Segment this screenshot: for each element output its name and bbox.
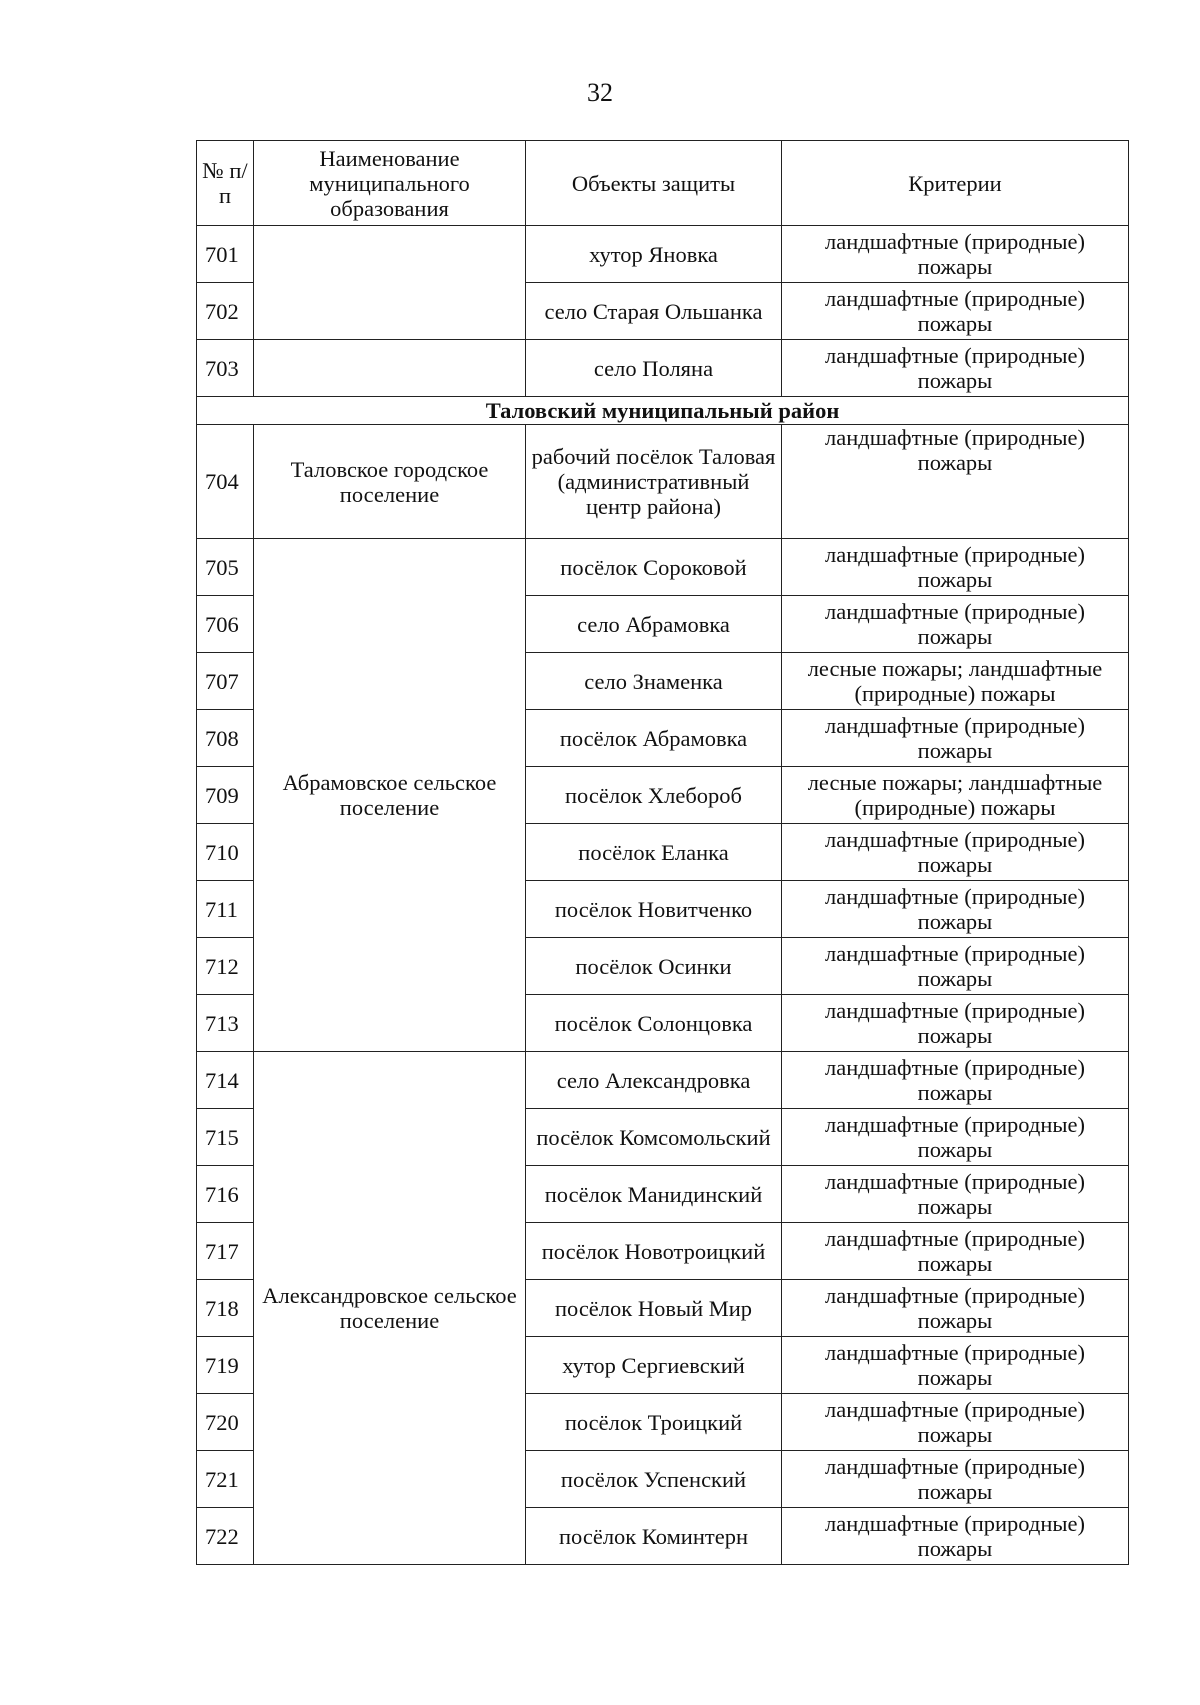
row-municipality: Александровское сельское поселение [254, 1052, 526, 1565]
row-object: село Знаменка [526, 653, 782, 710]
row-criteria: ландшафтные (природные) пожары [782, 1223, 1129, 1280]
row-num: 718 [197, 1280, 254, 1337]
row-object: посёлок Коминтерн [526, 1508, 782, 1565]
row-object: посёлок Абрамовка [526, 710, 782, 767]
district-heading: Таловский муниципальный район [197, 397, 1129, 425]
row-criteria: ландшафтные (природные) пожары [782, 1280, 1129, 1337]
row-object: посёлок Новый Мир [526, 1280, 782, 1337]
row-criteria: ландшафтные (природные) пожары [782, 710, 1129, 767]
row-num: 713 [197, 995, 254, 1052]
row-object: посёлок Хлебороб [526, 767, 782, 824]
row-num: 719 [197, 1337, 254, 1394]
row-num: 722 [197, 1508, 254, 1565]
row-num: 716 [197, 1166, 254, 1223]
row-criteria: ландшафтные (природные) пожары [782, 539, 1129, 596]
row-object: посёлок Комсомольский [526, 1109, 782, 1166]
header-criteria: Критерии [782, 141, 1129, 226]
row-num: 715 [197, 1109, 254, 1166]
row-object: посёлок Еланка [526, 824, 782, 881]
row-criteria: ландшафтные (природные) пожары [782, 226, 1129, 283]
page-number: 32 [587, 78, 613, 107]
row-object: посёлок Осинки [526, 938, 782, 995]
row-object: посёлок Манидинский [526, 1166, 782, 1223]
table-row [197, 425, 1129, 539]
row-num: 705 [197, 539, 254, 596]
row-object: посёлок Успенский [526, 1451, 782, 1508]
row-num: 708 [197, 710, 254, 767]
row-num: 712 [197, 938, 254, 995]
protection-objects-table [196, 140, 1129, 1565]
row-num: 714 [197, 1052, 254, 1109]
row-object: село Поляна [526, 340, 782, 397]
row-object: посёлок Сороковой [526, 539, 782, 596]
row-object: посёлок Троицкий [526, 1394, 782, 1451]
row-criteria: ландшафтные (природные) пожары [782, 824, 1129, 881]
row-municipality-empty [254, 340, 526, 397]
row-num: 704 [197, 425, 254, 539]
row-criteria: ландшафтные (природные) пожары [782, 938, 1129, 995]
row-object: село Абрамовка [526, 596, 782, 653]
table-row [197, 539, 1129, 596]
district-row [197, 397, 1129, 425]
row-num: 711 [197, 881, 254, 938]
row-num: 702 [197, 283, 254, 340]
row-object: хутор Яновка [526, 226, 782, 283]
row-criteria: лесные пожары; ландшафтные (природные) пожары [782, 653, 1129, 710]
table-row [197, 340, 1129, 397]
header-num: № п/п [197, 141, 254, 226]
header-objects: Объекты защиты [526, 141, 782, 226]
row-criteria: ландшафтные (природные) пожары [782, 1052, 1129, 1109]
row-municipality: Абрамовское сельское поселение [254, 539, 526, 1052]
row-criteria: ландшафтные (природные) пожары [782, 1451, 1129, 1508]
row-num: 717 [197, 1223, 254, 1280]
table-header-row [197, 141, 1129, 226]
row-object: село Александровка [526, 1052, 782, 1109]
row-num: 707 [197, 653, 254, 710]
row-criteria: ландшафтные (природные) пожары [782, 1394, 1129, 1451]
table-row [197, 1052, 1129, 1109]
row-num: 720 [197, 1394, 254, 1451]
row-criteria: ландшафтные (природные) пожары [782, 596, 1129, 653]
row-object: село Старая Ольшанка [526, 283, 782, 340]
row-criteria: ландшафтные (природные) пожары [782, 995, 1129, 1052]
row-criteria: ландшафтные (природные) пожары [782, 1166, 1129, 1223]
row-num: 709 [197, 767, 254, 824]
row-num: 701 [197, 226, 254, 283]
row-criteria: ландшафтные (природные) пожары [782, 881, 1129, 938]
row-criteria: ландшафтные (природные) пожары [782, 1508, 1129, 1565]
row-criteria: ландшафтные (природные) пожары [782, 1337, 1129, 1394]
row-object: рабочий посёлок Таловая (административный центр района) [526, 425, 782, 539]
row-criteria: ландшафтные (природные) пожары [782, 283, 1129, 340]
table-row [197, 226, 1129, 283]
row-criteria: ландшафтные (природные) пожары [782, 340, 1129, 397]
row-object: посёлок Новитченко [526, 881, 782, 938]
row-criteria: ландшафтные (природные) пожары [782, 425, 1129, 539]
row-object: хутор Сергиевский [526, 1337, 782, 1394]
row-num: 721 [197, 1451, 254, 1508]
row-num: 703 [197, 340, 254, 397]
row-num: 706 [197, 596, 254, 653]
row-criteria: ландшафтные (природные) пожары [782, 1109, 1129, 1166]
row-num: 710 [197, 824, 254, 881]
row-municipality-empty [254, 226, 526, 340]
row-municipality: Таловское городское поселение [254, 425, 526, 539]
header-municipality: Наименование муниципального образования [254, 141, 526, 226]
row-object: посёлок Солонцовка [526, 995, 782, 1052]
row-object: посёлок Новотроицкий [526, 1223, 782, 1280]
row-criteria: лесные пожары; ландшафтные (природные) пожары [782, 767, 1129, 824]
